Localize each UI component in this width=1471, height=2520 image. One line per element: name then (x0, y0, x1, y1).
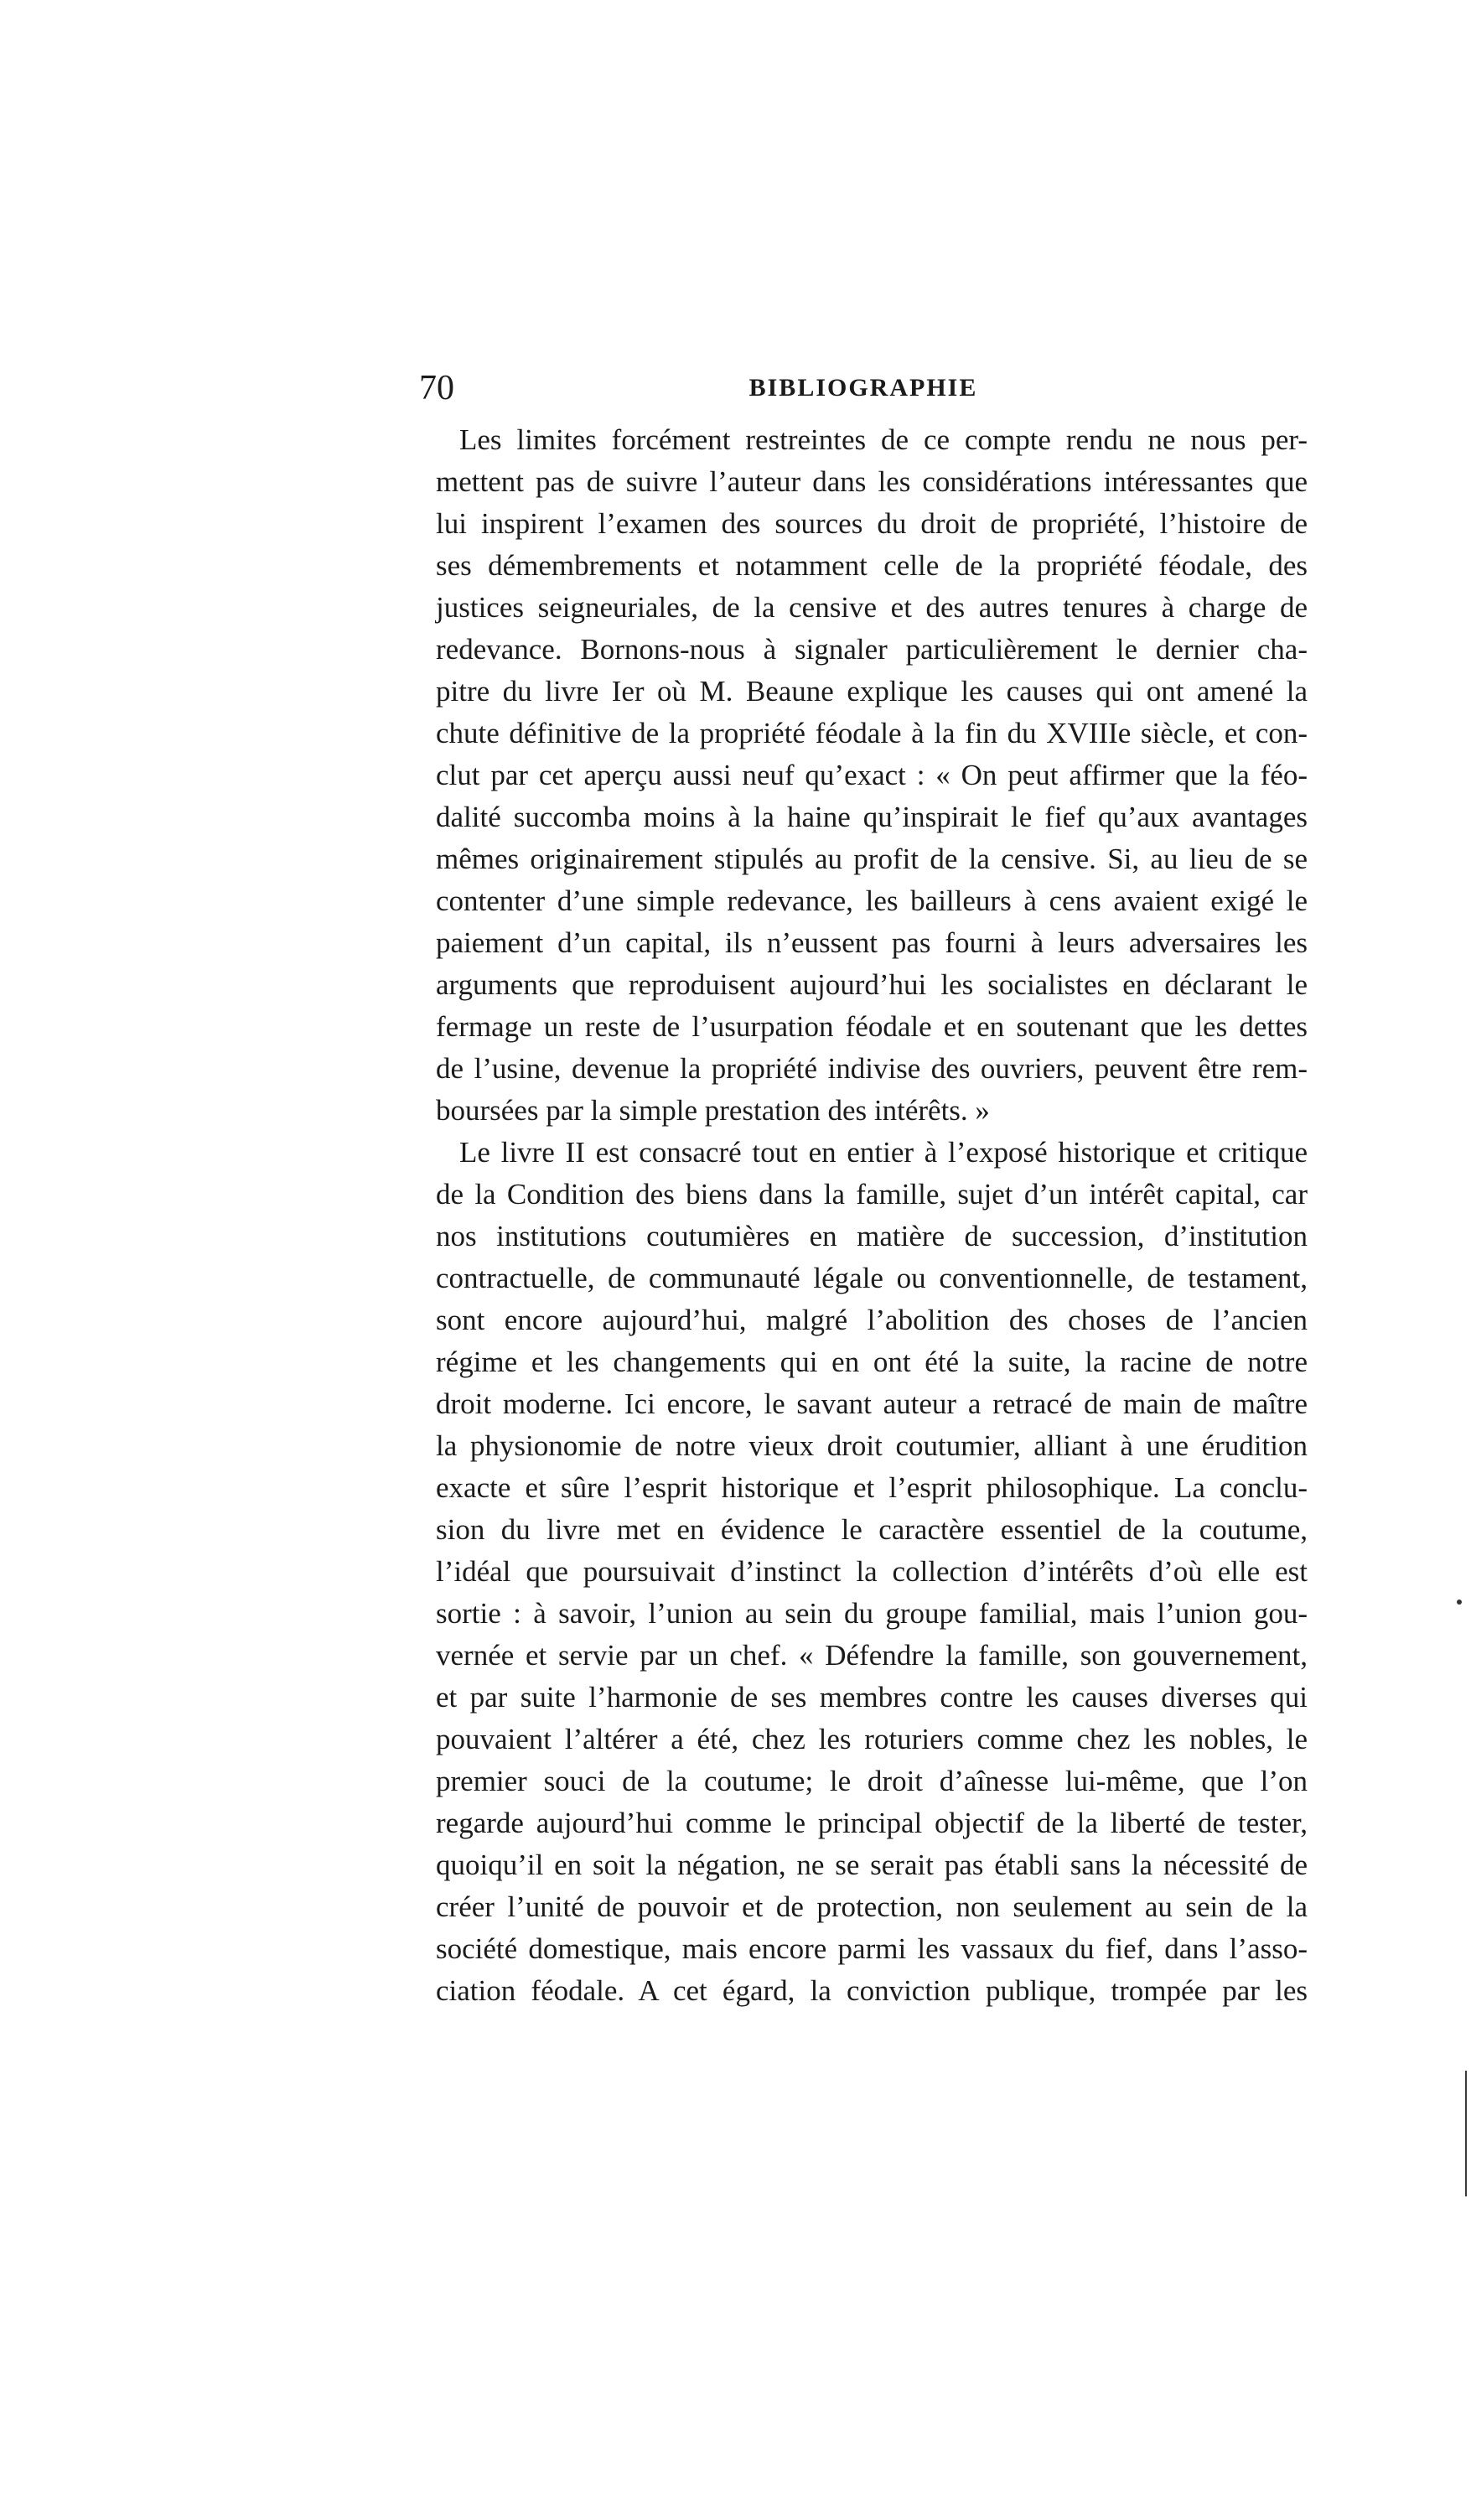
text-line: société domestique, mais encore parmi les vassaux du fief, dans l’asso- (436, 1932, 1308, 1965)
text-line: lui inspirent l’examen des sources du droit de propriété, l’histoire de (436, 507, 1308, 540)
text-line: paiement d’un capital, ils n’eussent pas fourni à leurs adversaires les (436, 926, 1308, 959)
text-line: quoiqu’il en soit la négation, ne se serait pas établi sans la nécessité de (436, 1849, 1308, 1881)
text-line: de la Condition des biens dans la famille, sujet d’un intérêt capital, car (436, 1178, 1308, 1211)
text-line: nos institutions coutumières en matière de succession, d’institution (436, 1220, 1308, 1252)
text-line: de l’usine, devenue la propriété indivise des ouvriers, peuvent être rem- (436, 1052, 1308, 1085)
text-line: ciation féodale. A cet égard, la conviction publique, trompée par les (436, 1974, 1308, 2007)
text-line: fermage un reste de l’usurpation féodale et en soutenant que les dettes (436, 1010, 1308, 1043)
text-line: premier souci de la coutume; le droit d’aînesse lui-même, que l’on (436, 1765, 1308, 1797)
text-line: clut par cet aperçu aussi neuf qu’exact : « On peut affirmer que la féo- (436, 759, 1308, 791)
page-number: 70 (419, 369, 454, 407)
text-line: mettent pas de suivre l’auteur dans les considérations intéressantes que (436, 465, 1308, 498)
text-line: sont encore aujourd’hui, malgré l’abolition des choses de l’ancien (436, 1304, 1308, 1336)
scan-edge-mark (1465, 2071, 1467, 2196)
paragraph (436, 419, 1308, 1132)
text-line: exacte et sûre l’esprit historique et l’esprit philosophique. La conclu- (436, 1471, 1308, 1504)
body-text (436, 419, 1308, 2012)
text-line: chute définitive de la propriété féodale à la fin du XVIIIe siècle, et con- (436, 717, 1308, 749)
text-line: regarde aujourd’hui comme le principal objectif de la liberté de tester, (436, 1807, 1308, 1839)
text-line: et par suite l’harmonie de ses membres contre les causes diverses qui (436, 1681, 1308, 1714)
text-line: mêmes originairement stipulés au profit de la censive. Si, au lieu de se (436, 843, 1308, 875)
text-line: pouvaient l’altérer a été, chez les roturiers comme chez les nobles, le (436, 1723, 1308, 1755)
running-title: BIBLIOGRAPHIE (748, 374, 978, 402)
text-line: créer l’unité de pouvoir et de protection, non seulement au sein de la (436, 1890, 1308, 1923)
text-line: sortie : à savoir, l’union au sein du groupe familial, mais l’union gou- (436, 1597, 1308, 1630)
text-line: Les limites forcément restreintes de ce compte rendu ne nous per- (459, 423, 1308, 456)
text-line: vernée et servie par un chef. « Défendre la famille, son gouvernement, (436, 1639, 1308, 1672)
text-line: ses démembrements et notamment celle de la propriété féodale, des (436, 549, 1308, 582)
text-line: contractuelle, de communauté légale ou conventionnelle, de testament, (436, 1262, 1308, 1294)
text-line: justices seigneuriales, de la censive et des autres tenures à charge de (436, 591, 1308, 624)
text-line: la physionomie de notre vieux droit coutumier, alliant à une érudition (436, 1429, 1308, 1462)
text-line: redevance. Bornons-nous à signaler particulièrement le dernier cha- (436, 633, 1308, 666)
text-line: l’idéal que poursuivait d’instinct la collection d’intérêts d’où elle est (436, 1555, 1308, 1588)
text-line: sion du livre met en évidence le caractère essentiel de la coutume, (436, 1513, 1308, 1546)
text-line: droit moderne. Ici encore, le savant auteur a retracé de main de maître (436, 1387, 1308, 1420)
text-line: contenter d’une simple redevance, les bailleurs à cens avaient exigé le (436, 884, 1308, 917)
text-line: Le livre II est consacré tout en entier à l’exposé historique et critique (459, 1136, 1308, 1169)
paragraph (436, 1132, 1308, 2012)
text-line: pitre du livre Ier où M. Beaune explique les causes qui ont amené la (436, 675, 1308, 708)
text-line: dalité succomba moins à la haine qu’inspirait le fief qu’aux avantages (436, 801, 1308, 833)
text-line: arguments que reproduisent aujourd’hui les socialistes en déclarant le (436, 968, 1308, 1001)
text-line: régime et les changements qui en ont été la suite, la racine de notre (436, 1346, 1308, 1378)
text-line: boursées par la simple prestation des intérêts. » (436, 1094, 990, 1127)
running-head (419, 367, 1308, 409)
margin-speck (1457, 1600, 1462, 1605)
